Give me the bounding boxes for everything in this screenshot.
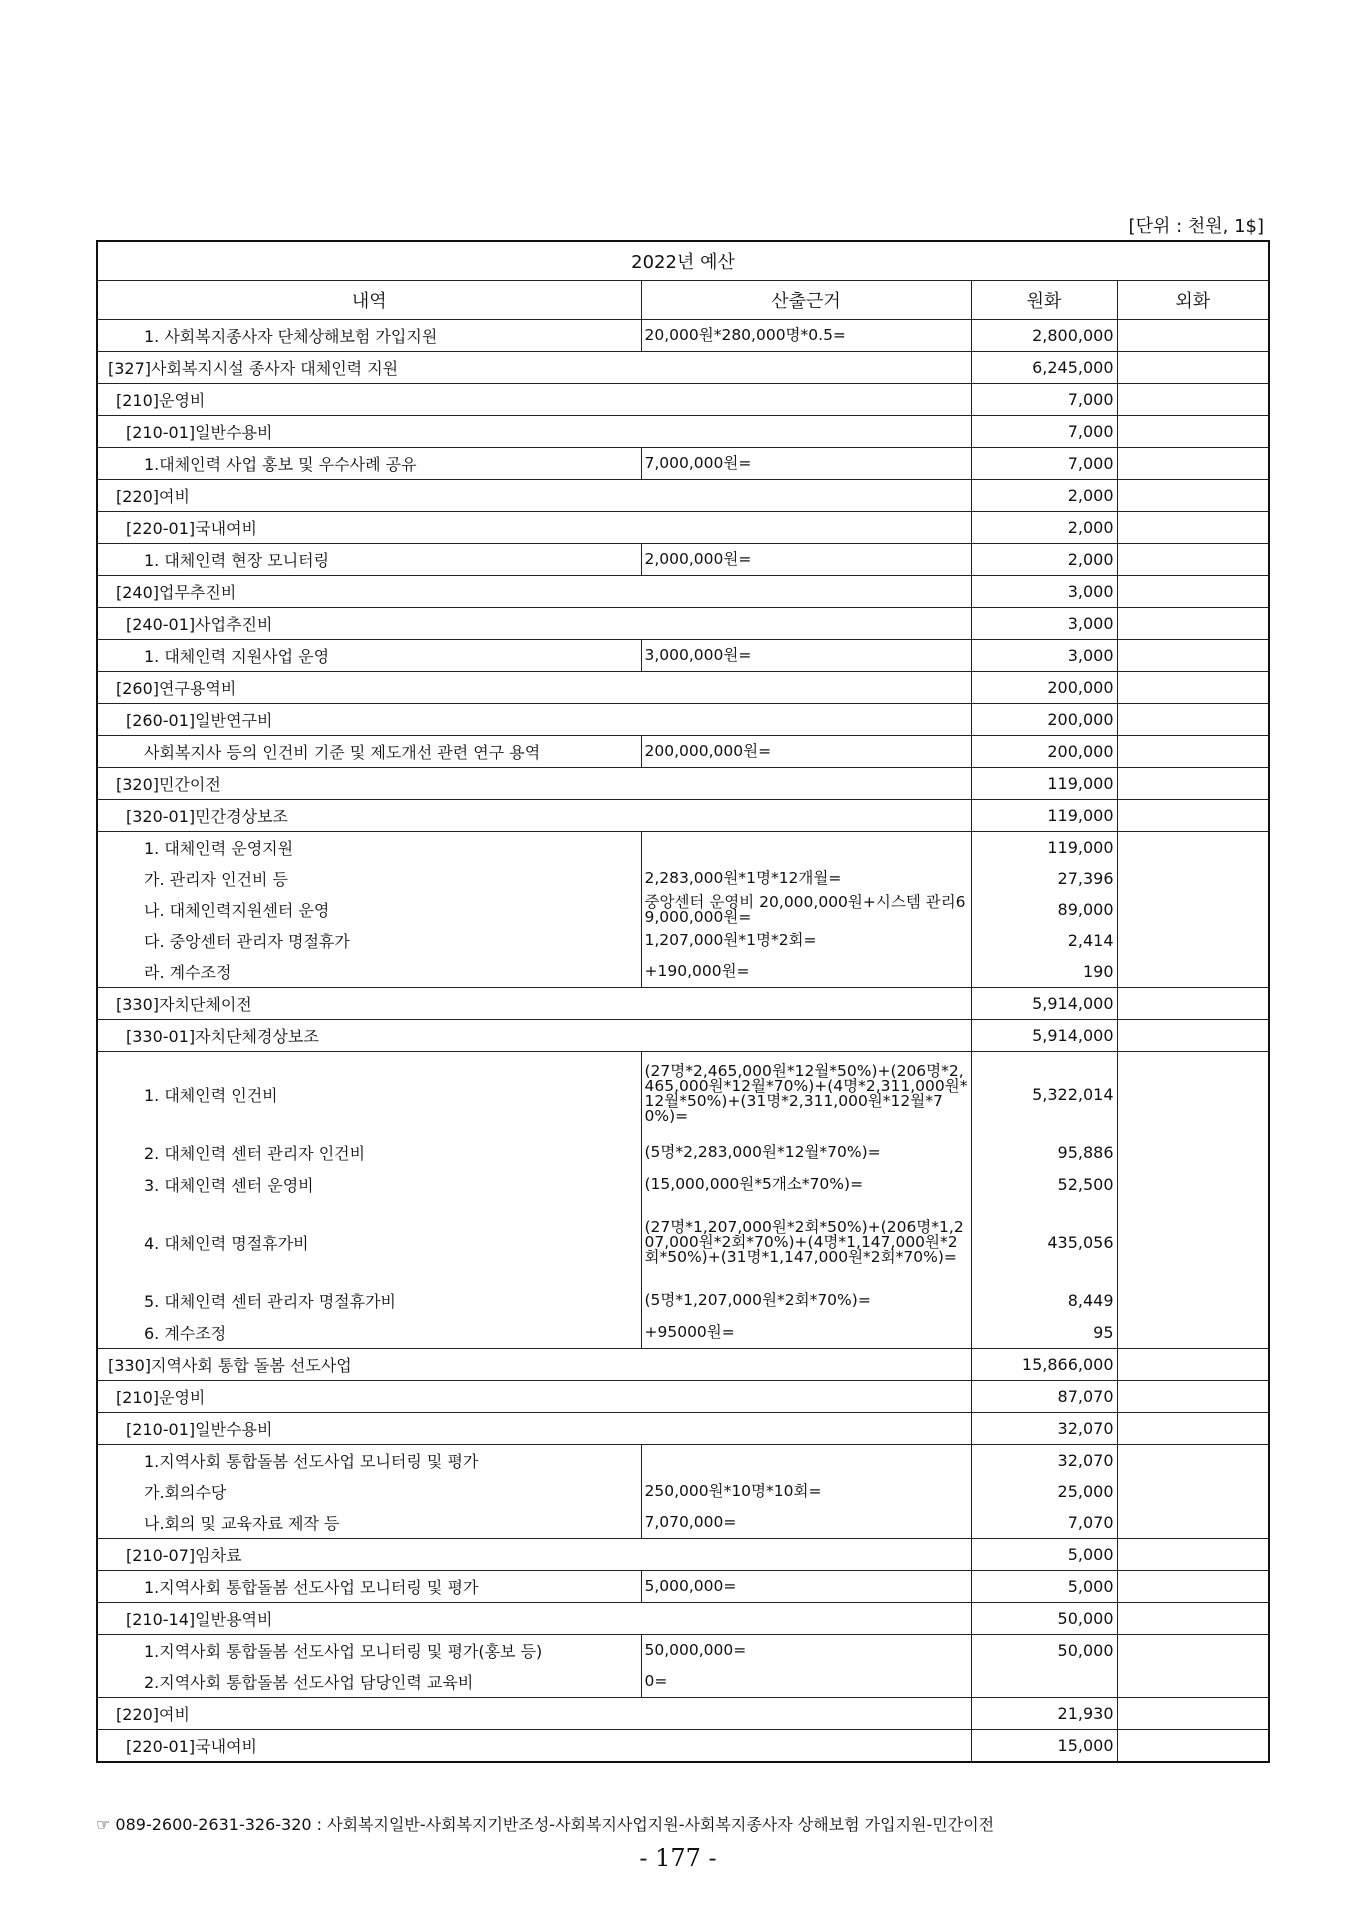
row-item: [330]지역사회 통합 돌봄 선도사업 bbox=[97, 1349, 971, 1381]
row-item: 4. 대체인력 명절휴가비 bbox=[97, 1200, 641, 1284]
row-item: [220]여비 bbox=[97, 480, 971, 512]
table-row bbox=[97, 352, 1269, 384]
row-krw: 89,000 bbox=[971, 894, 1117, 925]
table-row bbox=[97, 925, 1269, 956]
table-row bbox=[97, 768, 1269, 800]
row-item: [240-01]사업추진비 bbox=[97, 608, 971, 640]
row-krw: 50,000 bbox=[971, 1603, 1117, 1635]
table-row bbox=[97, 1666, 1269, 1698]
row-krw: 200,000 bbox=[971, 736, 1117, 768]
row-krw: 119,000 bbox=[971, 832, 1117, 864]
row-item: [240]업무추진비 bbox=[97, 576, 971, 608]
row-item: 2.지역사회 통합돌봄 선도사업 담당인력 교육비 bbox=[97, 1666, 641, 1698]
row-fx bbox=[1117, 512, 1269, 544]
row-item: [320-01]민간경상보조 bbox=[97, 800, 971, 832]
table-row bbox=[97, 800, 1269, 832]
row-item: [260-01]일반연구비 bbox=[97, 704, 971, 736]
row-basis: 7,000,000원= bbox=[641, 448, 971, 480]
table-row bbox=[97, 672, 1269, 704]
footnote: ☞ 089-2600-2631-326-320 : 사회복지일반-사회복지기반조성-사회복지사업지원-사회복지종사자 상해보험 가입지원-민간이전 bbox=[96, 1815, 995, 1834]
row-krw: 7,000 bbox=[971, 416, 1117, 448]
row-krw: 6,245,000 bbox=[971, 352, 1117, 384]
row-item: 라. 계수조정 bbox=[97, 956, 641, 988]
row-fx bbox=[1117, 1698, 1269, 1730]
table-row bbox=[97, 320, 1269, 352]
row-krw: 3,000 bbox=[971, 640, 1117, 672]
table-row bbox=[97, 863, 1269, 894]
row-item: 1. 대체인력 인건비 bbox=[97, 1052, 641, 1137]
row-item: [330-01]자치단체경상보조 bbox=[97, 1020, 971, 1052]
table-row bbox=[97, 1539, 1269, 1571]
row-krw: 32,070 bbox=[971, 1445, 1117, 1477]
row-item: 3. 대체인력 센터 운영비 bbox=[97, 1168, 641, 1200]
row-fx bbox=[1117, 1635, 1269, 1667]
row-basis: 2,283,000원*1명*12개월= bbox=[641, 863, 971, 894]
row-krw: 95,886 bbox=[971, 1136, 1117, 1168]
table-row bbox=[97, 1200, 1269, 1284]
table-row bbox=[97, 1635, 1269, 1667]
row-fx bbox=[1117, 1316, 1269, 1349]
table-row bbox=[97, 704, 1269, 736]
row-item: [210-07]임차료 bbox=[97, 1539, 971, 1571]
table-row bbox=[97, 576, 1269, 608]
row-basis bbox=[641, 1445, 971, 1477]
row-basis: 중앙센터 운영비 20,000,000원+시스템 관리69,000,000원= bbox=[641, 894, 971, 925]
row-item: [327]사회복지시설 종사자 대체인력 지원 bbox=[97, 352, 971, 384]
table-row bbox=[97, 1284, 1269, 1316]
row-item: 다. 중앙센터 관리자 명절휴가 bbox=[97, 925, 641, 956]
row-krw: 5,000 bbox=[971, 1571, 1117, 1603]
header-fx: 외화 bbox=[1117, 281, 1269, 320]
row-basis: 1,207,000원*1명*2회= bbox=[641, 925, 971, 956]
header-krw: 원화 bbox=[971, 281, 1117, 320]
row-basis: 7,070,000= bbox=[641, 1507, 971, 1539]
row-item: 가. 관리자 인건비 등 bbox=[97, 863, 641, 894]
row-fx bbox=[1117, 1020, 1269, 1052]
table-body bbox=[97, 320, 1269, 1763]
row-krw: 7,000 bbox=[971, 384, 1117, 416]
row-fx bbox=[1117, 1507, 1269, 1539]
table-row bbox=[97, 894, 1269, 925]
table-row bbox=[97, 1020, 1269, 1052]
row-fx bbox=[1117, 1136, 1269, 1168]
row-fx bbox=[1117, 1476, 1269, 1507]
row-krw: 8,449 bbox=[971, 1284, 1117, 1316]
row-item: 1. 사회복지종사자 단체상해보험 가입지원 bbox=[97, 320, 641, 352]
table-row bbox=[97, 384, 1269, 416]
page-number: - 177 - bbox=[639, 1844, 717, 1872]
row-krw: 87,070 bbox=[971, 1381, 1117, 1413]
table-row bbox=[97, 1052, 1269, 1137]
table-row bbox=[97, 1507, 1269, 1539]
row-basis: 200,000,000원= bbox=[641, 736, 971, 768]
row-fx bbox=[1117, 956, 1269, 988]
row-basis: (5명*1,207,000원*2회*70%)= bbox=[641, 1284, 971, 1316]
row-fx bbox=[1117, 576, 1269, 608]
row-krw: 25,000 bbox=[971, 1476, 1117, 1507]
row-item: 1.지역사회 통합돌봄 선도사업 모니터링 및 평가 bbox=[97, 1445, 641, 1477]
row-krw: 7,070 bbox=[971, 1507, 1117, 1539]
row-fx bbox=[1117, 1413, 1269, 1445]
table-row bbox=[97, 1698, 1269, 1730]
row-fx bbox=[1117, 320, 1269, 352]
row-krw: 15,866,000 bbox=[971, 1349, 1117, 1381]
row-item: [330]자치단체이전 bbox=[97, 988, 971, 1020]
row-krw: 435,056 bbox=[971, 1200, 1117, 1284]
header-basis: 산출근거 bbox=[641, 281, 971, 320]
table-row bbox=[97, 512, 1269, 544]
table-row bbox=[97, 736, 1269, 768]
row-krw: 95 bbox=[971, 1316, 1117, 1349]
row-item: 1. 대체인력 운영지원 bbox=[97, 832, 641, 864]
table-row bbox=[97, 640, 1269, 672]
row-fx bbox=[1117, 1445, 1269, 1477]
row-krw: 5,914,000 bbox=[971, 1020, 1117, 1052]
row-fx bbox=[1117, 1539, 1269, 1571]
row-krw bbox=[971, 1666, 1117, 1698]
header-item: 내역 bbox=[97, 281, 641, 320]
row-krw: 21,930 bbox=[971, 1698, 1117, 1730]
row-basis: (15,000,000원*5개소*70%)= bbox=[641, 1168, 971, 1200]
row-fx bbox=[1117, 736, 1269, 768]
row-item: 1.지역사회 통합돌봄 선도사업 모니터링 및 평가 bbox=[97, 1571, 641, 1603]
budget-table bbox=[96, 240, 1270, 1763]
table-row bbox=[97, 1168, 1269, 1200]
row-item: 2. 대체인력 센터 관리자 인건비 bbox=[97, 1136, 641, 1168]
table-row bbox=[97, 1730, 1269, 1763]
row-basis: 250,000원*10명*10회= bbox=[641, 1476, 971, 1507]
row-krw: 190 bbox=[971, 956, 1117, 988]
row-item: 1. 대체인력 지원사업 운영 bbox=[97, 640, 641, 672]
row-fx bbox=[1117, 768, 1269, 800]
row-fx bbox=[1117, 416, 1269, 448]
row-fx bbox=[1117, 704, 1269, 736]
table-row bbox=[97, 1316, 1269, 1349]
table-row bbox=[97, 480, 1269, 512]
row-fx bbox=[1117, 1381, 1269, 1413]
row-krw: 52,500 bbox=[971, 1168, 1117, 1200]
row-basis: 2,000,000원= bbox=[641, 544, 971, 576]
row-item: 가.회의수당 bbox=[97, 1476, 641, 1507]
row-item: [220-01]국내여비 bbox=[97, 1730, 971, 1763]
row-krw: 2,000 bbox=[971, 512, 1117, 544]
row-item: [210]운영비 bbox=[97, 384, 971, 416]
table-row bbox=[97, 1445, 1269, 1477]
row-krw: 200,000 bbox=[971, 704, 1117, 736]
table-row bbox=[97, 416, 1269, 448]
row-krw: 5,914,000 bbox=[971, 988, 1117, 1020]
row-fx bbox=[1117, 863, 1269, 894]
row-krw: 3,000 bbox=[971, 576, 1117, 608]
row-item: [260]연구용역비 bbox=[97, 672, 971, 704]
row-item: 1.대체인력 사업 홍보 및 우수사례 공유 bbox=[97, 448, 641, 480]
row-fx bbox=[1117, 988, 1269, 1020]
row-item: 6. 계수조정 bbox=[97, 1316, 641, 1349]
table-row bbox=[97, 832, 1269, 864]
table-row bbox=[97, 1349, 1269, 1381]
row-krw: 2,800,000 bbox=[971, 320, 1117, 352]
row-basis: 50,000,000= bbox=[641, 1635, 971, 1667]
row-fx bbox=[1117, 480, 1269, 512]
row-fx bbox=[1117, 1168, 1269, 1200]
row-krw: 50,000 bbox=[971, 1635, 1117, 1667]
row-fx bbox=[1117, 894, 1269, 925]
row-item: [210-01]일반수용비 bbox=[97, 1413, 971, 1445]
row-fx bbox=[1117, 384, 1269, 416]
row-fx bbox=[1117, 1052, 1269, 1137]
row-fx bbox=[1117, 1349, 1269, 1381]
row-fx bbox=[1117, 672, 1269, 704]
row-basis: (5명*2,283,000원*12월*70%)= bbox=[641, 1136, 971, 1168]
row-krw: 32,070 bbox=[971, 1413, 1117, 1445]
row-fx bbox=[1117, 448, 1269, 480]
row-basis bbox=[641, 832, 971, 864]
row-basis: 20,000원*280,000명*0.5= bbox=[641, 320, 971, 352]
table-row bbox=[97, 1413, 1269, 1445]
row-krw: 2,000 bbox=[971, 544, 1117, 576]
row-krw: 7,000 bbox=[971, 448, 1117, 480]
row-krw: 5,000 bbox=[971, 1539, 1117, 1571]
row-basis: 3,000,000원= bbox=[641, 640, 971, 672]
row-fx bbox=[1117, 544, 1269, 576]
row-basis: +190,000원= bbox=[641, 956, 971, 988]
table-row bbox=[97, 1136, 1269, 1168]
row-basis: 5,000,000= bbox=[641, 1571, 971, 1603]
row-item: 사회복지사 등의 인건비 기준 및 제도개선 관련 연구 용역 bbox=[97, 736, 641, 768]
row-krw: 2,414 bbox=[971, 925, 1117, 956]
row-krw: 5,322,014 bbox=[971, 1052, 1117, 1137]
row-basis: +95000원= bbox=[641, 1316, 971, 1349]
row-item: 1. 대체인력 현장 모니터링 bbox=[97, 544, 641, 576]
unit-label: [단위 : 천원, 1$] bbox=[1128, 216, 1264, 237]
table-row bbox=[97, 608, 1269, 640]
table-row bbox=[97, 448, 1269, 480]
row-item: [220-01]국내여비 bbox=[97, 512, 971, 544]
row-fx bbox=[1117, 1284, 1269, 1316]
row-krw: 3,000 bbox=[971, 608, 1117, 640]
row-basis: (27명*2,465,000원*12월*50%)+(206명*2,465,000원*12월*70%)+(4명*2,311,000원*12월*50%)+(31명*2,311,000원*12월*70%)= bbox=[641, 1052, 971, 1137]
row-krw: 2,000 bbox=[971, 480, 1117, 512]
row-fx bbox=[1117, 832, 1269, 864]
row-fx bbox=[1117, 1730, 1269, 1763]
row-fx bbox=[1117, 640, 1269, 672]
row-item: 5. 대체인력 센터 관리자 명절휴가비 bbox=[97, 1284, 641, 1316]
row-krw: 27,396 bbox=[971, 863, 1117, 894]
row-fx bbox=[1117, 925, 1269, 956]
row-krw: 119,000 bbox=[971, 800, 1117, 832]
row-fx bbox=[1117, 1571, 1269, 1603]
row-fx bbox=[1117, 800, 1269, 832]
row-krw: 15,000 bbox=[971, 1730, 1117, 1763]
table-title: 2022년 예산 bbox=[97, 241, 1269, 281]
row-basis: 0= bbox=[641, 1666, 971, 1698]
row-item: [320]민간이전 bbox=[97, 768, 971, 800]
row-item: [210]운영비 bbox=[97, 1381, 971, 1413]
table-row bbox=[97, 988, 1269, 1020]
table-row bbox=[97, 1381, 1269, 1413]
row-fx bbox=[1117, 1666, 1269, 1698]
row-basis: (27명*1,207,000원*2회*50%)+(206명*1,207,000원*2회*70%)+(4명*1,147,000원*2회*50%)+(31명*1,147,000원*2회*70%)= bbox=[641, 1200, 971, 1284]
row-item: [220]여비 bbox=[97, 1698, 971, 1730]
table-row bbox=[97, 1571, 1269, 1603]
table-row bbox=[97, 1603, 1269, 1635]
row-item: 나. 대체인력지원센터 운영 bbox=[97, 894, 641, 925]
table-row bbox=[97, 544, 1269, 576]
table-row bbox=[97, 956, 1269, 988]
row-item: [210-01]일반수용비 bbox=[97, 416, 971, 448]
row-item: 1.지역사회 통합돌봄 선도사업 모니터링 및 평가(홍보 등) bbox=[97, 1635, 641, 1667]
row-fx bbox=[1117, 352, 1269, 384]
row-krw: 119,000 bbox=[971, 768, 1117, 800]
row-item: 나.회의 및 교육자료 제작 등 bbox=[97, 1507, 641, 1539]
row-krw: 200,000 bbox=[971, 672, 1117, 704]
row-fx bbox=[1117, 608, 1269, 640]
row-fx bbox=[1117, 1603, 1269, 1635]
table-row bbox=[97, 1476, 1269, 1507]
row-fx bbox=[1117, 1200, 1269, 1284]
row-item: [210-14]일반용역비 bbox=[97, 1603, 971, 1635]
